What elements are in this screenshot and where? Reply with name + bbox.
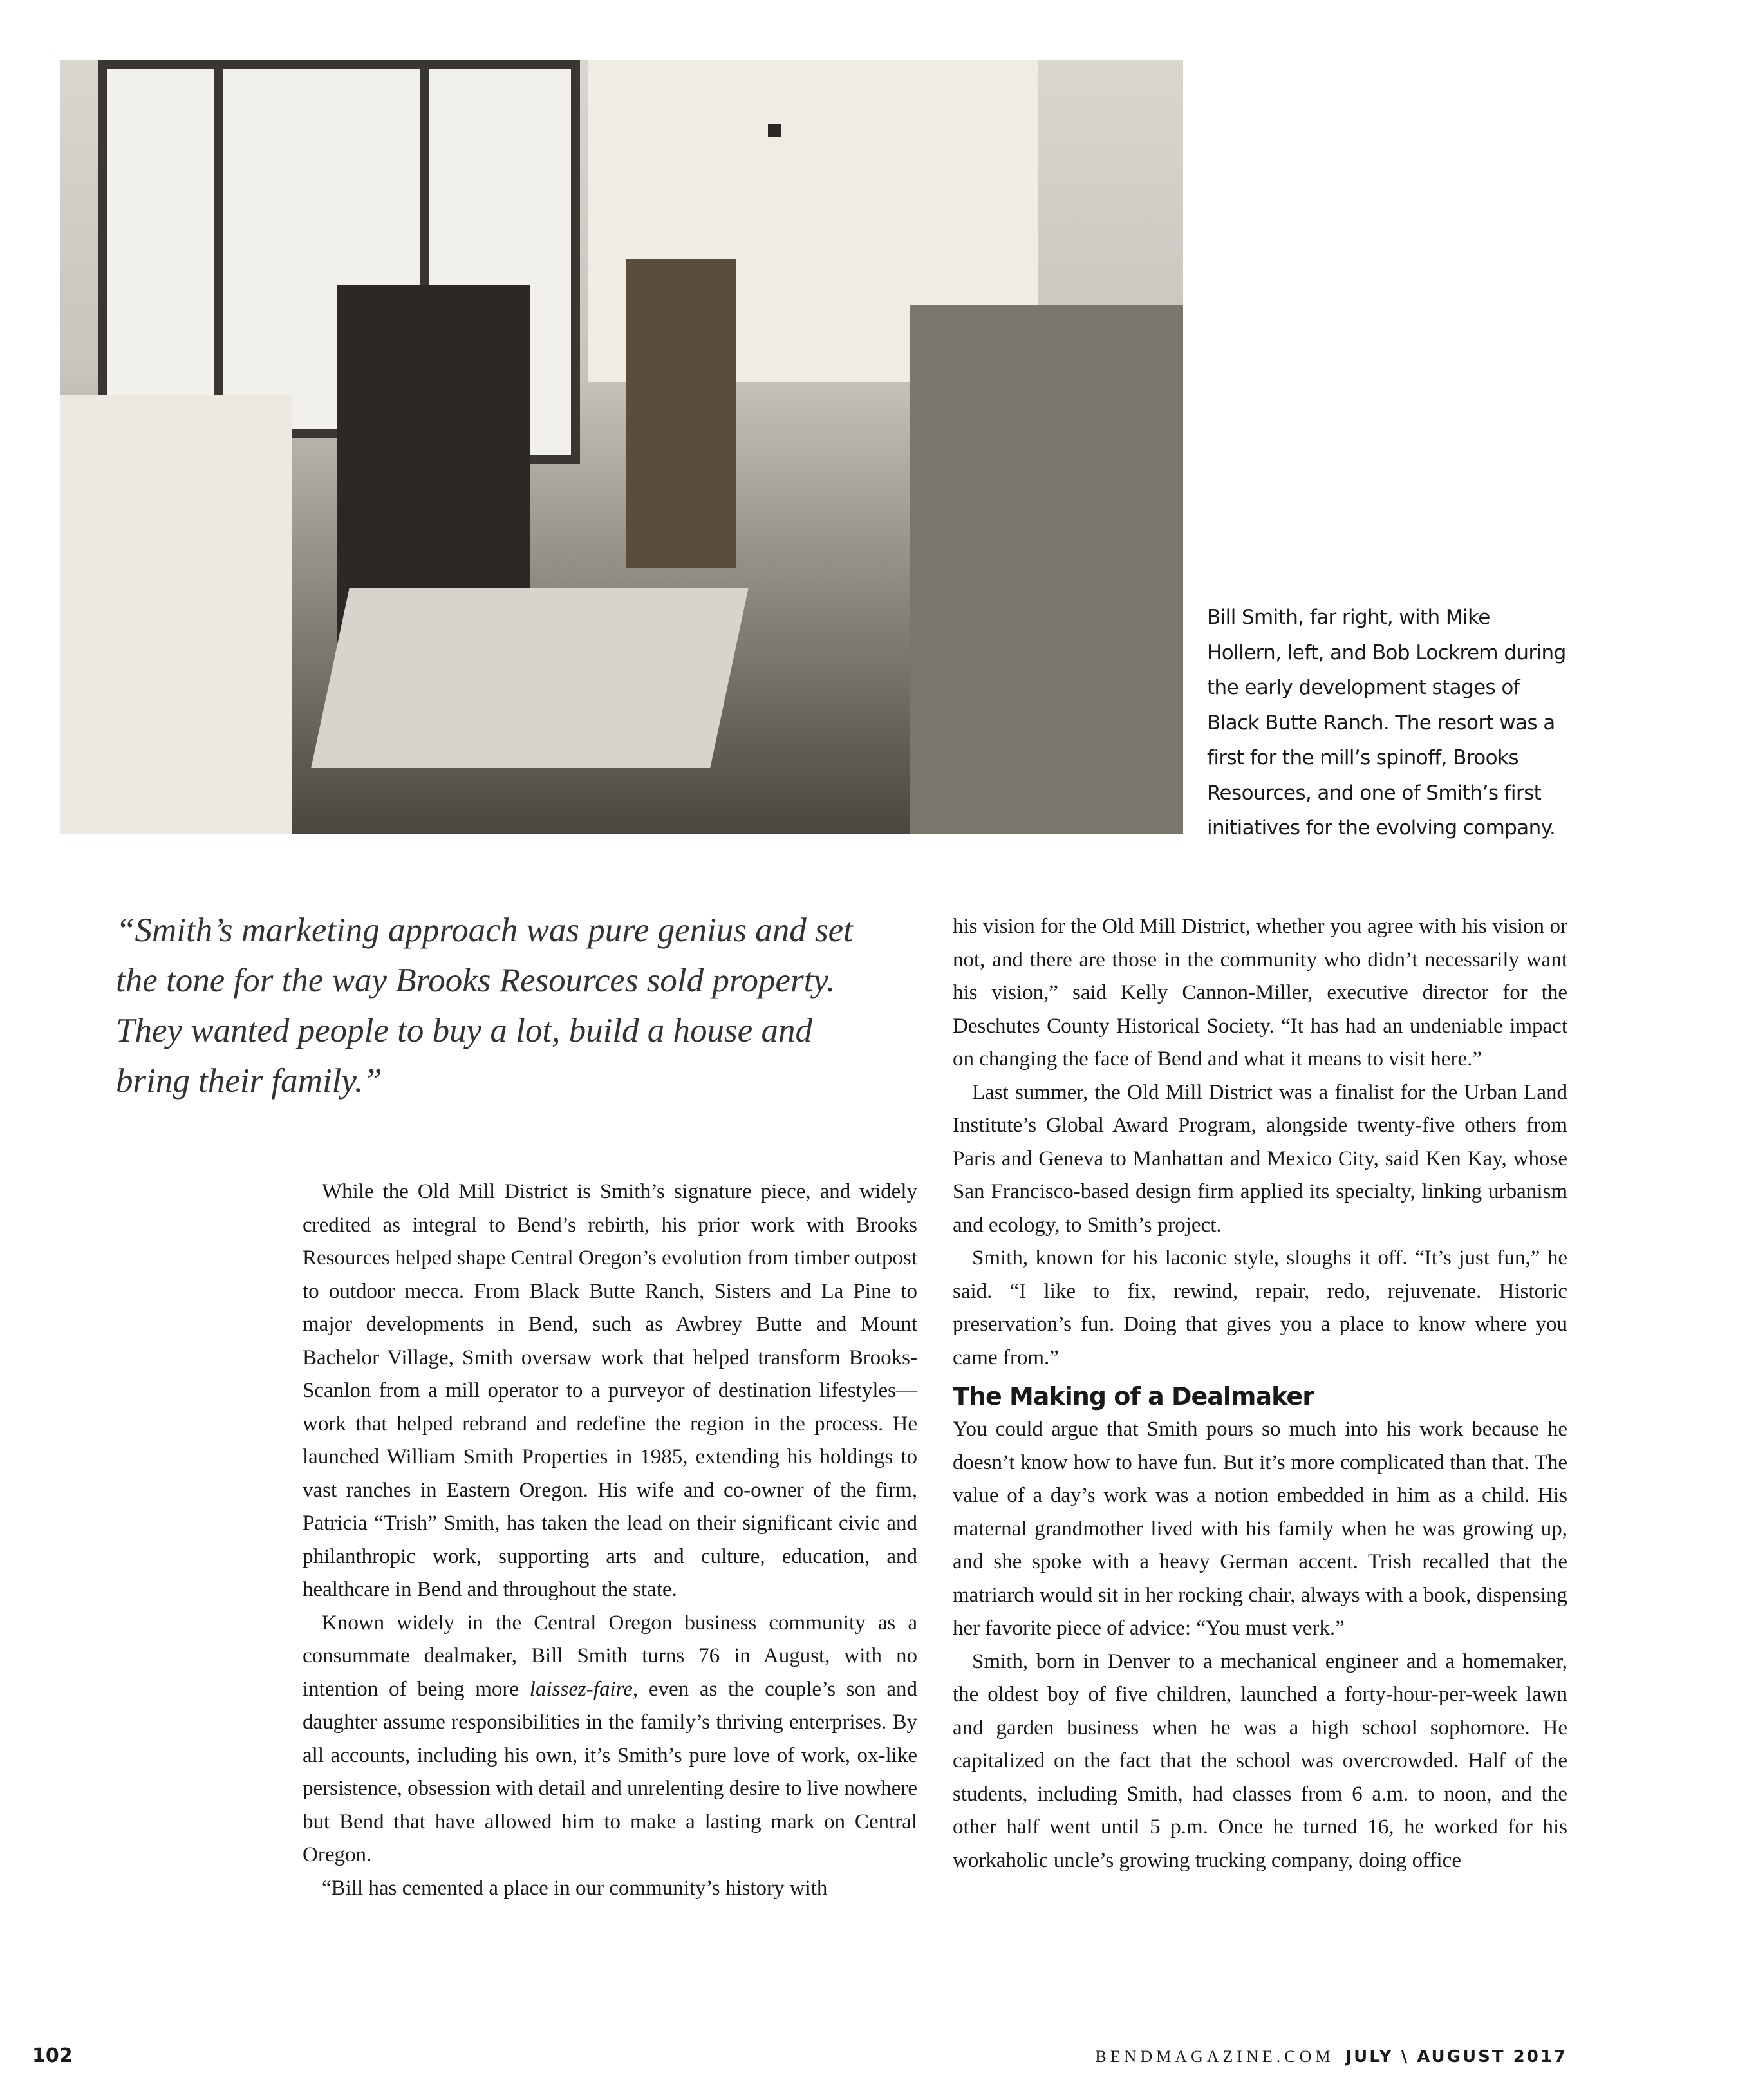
section-heading: The Making of a Dealmaker (953, 1382, 1314, 1411)
archival-photo (60, 60, 1183, 834)
window (98, 60, 232, 438)
footer-issue: JULY \ AUGUST 2017 (1345, 2047, 1567, 2067)
footer-folio (1095, 2047, 1567, 2067)
paragraph: his vision for the Old Mill District, whether you agree with his vision or not, and there are those in the community who didn’t necessarily want his vision,” said Kelly Cannon-Miller, executive director for the Deschutes County Historical Society. “It has had an undeniable impact on changing the face of Bend and what it means to visit here.” (953, 915, 1567, 1071)
person-right (910, 305, 1183, 834)
picture-frame (768, 124, 781, 137)
text: Known widely in the Central Oregon business community as a consummate dealmaker, Bill Smith turns 76 in August, with no intention of being more (303, 1611, 917, 1701)
door (626, 259, 736, 568)
paragraph: Smith, known for his laconic style, sloughs it off. “It’s just fun,” he said. “I like to fix, rewind, repair, redo, rejuvenate. Historic preservation’s fun. Doing that gives you a place to know where you came from.” (953, 1246, 1567, 1369)
photo-caption: Bill Smith, far right, with Mike Hollern, left, and Bob Lockrem during the early development stages of Black Butte Ranch. The resort was a first for the mill’s spinoff, Brooks Resources, and one of Smith’s first initiatives for the evolving company. (1207, 606, 1566, 839)
paragraph: “Bill has cemented a place in our community’s history with (322, 1876, 828, 1900)
italic-term: laissez-faire (529, 1677, 633, 1701)
text: , even as the couple’s son and daughter assume responsibilities in the family’s thriving enterprises. By all accounts, including his own, it’s Smith’s pure love of work, ox-like persistence, obsession with detail and unrelenting desire to live nowhere but Bend that have allowed him to make a lasting mark on Central Oregon. (303, 1677, 918, 1866)
paragraph: Last summer, the Old Mill District was a finalist for the Urban Land Institute’s Global Award Program, alongside twenty-five others from Paris and Geneva to Manhattan and Mexico City, said Ken Kay, whose San Francisco-based design firm applied its specialty, linking urbanism and ecology, to Smith’s project. (953, 1080, 1567, 1237)
paragraph (303, 1607, 917, 1872)
paragraph: While the Old Mill District is Smith’s signature piece, and widely credited as integral to Bend’s rebirth, his prior work with Brooks Resources helped shape Central Oregon’s evolution from timber outpost to outdoor mecca. From Black Butte Ranch, Sisters and La Pine to major developments in Bend, such as Awbrey Butte and Mount Bachelor Village, Smith oversaw work that helped transform Brooks-Scanlon from a mill operator to a purveyor of destination lifestyles—work that helped rebrand and redefine the region in the process. He launched William Smith Properties in 1985, extending his holdings to vast ranches in Eastern Oregon. His wife and co-owner of the firm, Patricia “Trish” Smith, has taken the lead on their significant civic and philanthropic work, supporting arts and culture, education, and healthcare in Bend and throughout the state. (303, 1180, 917, 1601)
footer-site: BENDMAGAZINE.COM (1095, 2047, 1334, 2066)
page-number: 102 (32, 2045, 73, 2067)
paragraph: Smith, born in Denver to a mechanical engineer and a homemaker, the oldest boy of five children, launched a forty-hour-per-week lawn and garden business when he was a high school sophomore. He capitalized on the fact that the school was overcrowded. Half of the students, including Smith, had classes from 6 a.m. to noon, and the other half went until 5 p.m. Once he turned 16, he worked for his workaholic uncle’s growing trucking company, doing office (953, 1649, 1567, 1872)
person-left (60, 395, 292, 834)
map-on-table (311, 588, 749, 768)
article-column-left (303, 1176, 917, 1905)
article-column-right (953, 910, 1567, 1877)
pull-quote: “Smith’s marketing approach was pure genius and set the tone for the way Brooks Resources sold property. They wanted people to buy a lot, build a house and bring their family.” (116, 912, 853, 1100)
paragraph: You could argue that Smith pours so much into his work because he doesn’t know how to have fun. But it’s more complicated than that. The value of a day’s work was a notion embedded in him as a child. His maternal grandmother lived with his family when he was growing up, and she spoke with a heavy German accent. Trish recalled that the matriarch would sit in her rocking chair, always with a book, dispensing her favorite piece of advice: “You must verk.” (953, 1418, 1567, 1640)
